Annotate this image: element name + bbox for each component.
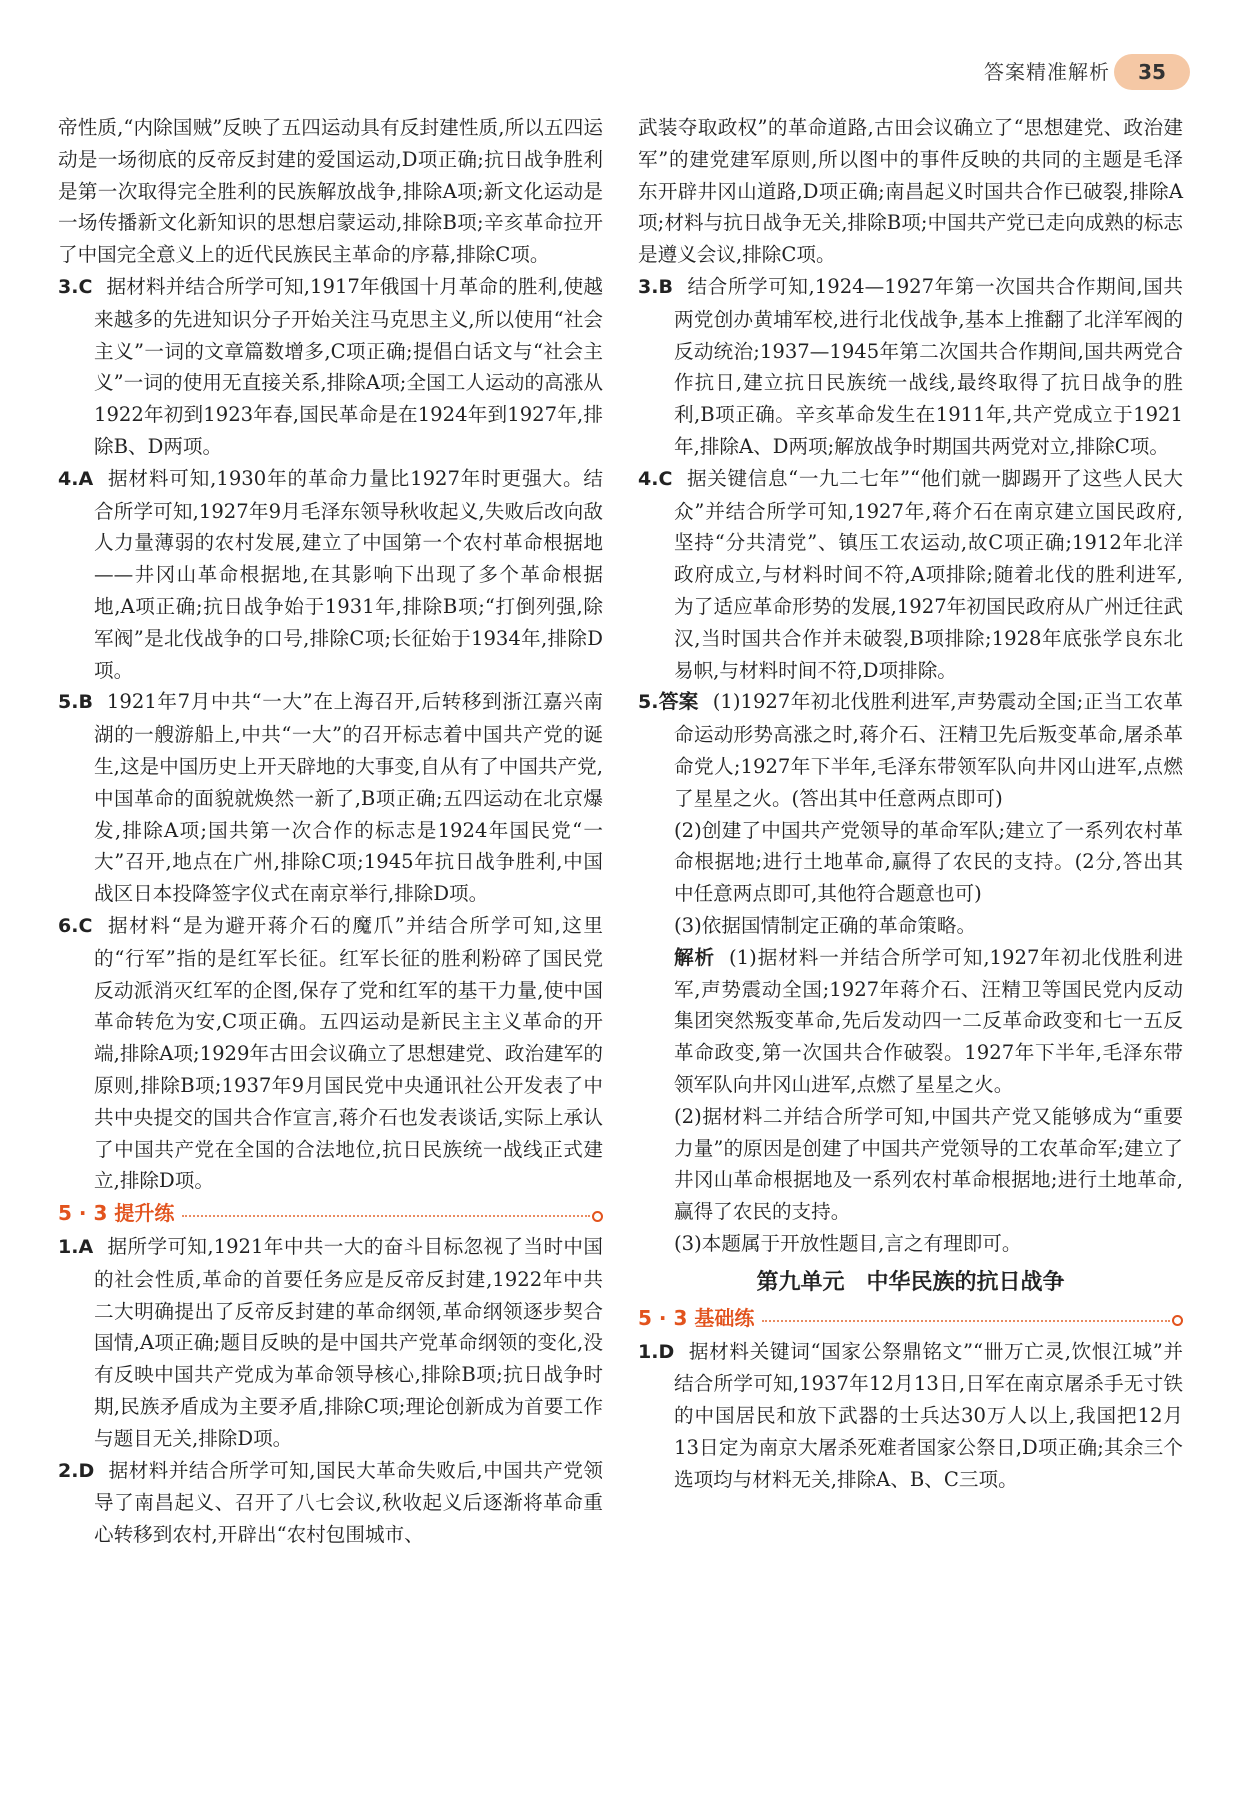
left-column [58,112,603,1551]
rule-end-circle [592,1211,603,1222]
answer-item [58,910,603,1197]
answer-item [58,271,603,463]
analysis-subpart: (2)据材料二并结合所学可知,中国共产党又能够成为“重要力量”的原因是创建了中国共产党领导的工农革命军;建立了井冈山革命根据地及一系列农村革命根据地;进行土地革命,赢得了农民的支持。 [674,1104,1183,1224]
answer-item [58,1231,603,1455]
answer-item [638,463,1183,687]
right-column [638,112,1183,1496]
header-title: 答案精准解析 [984,60,1110,84]
answer-number: 6.C [58,914,93,937]
answer-item [638,686,1183,814]
answer-number: 1.D [638,1340,675,1363]
answer-subpart: (3)依据国情制定正确的革命策略。 [674,913,977,937]
answer-text: 据材料“是为避开蒋介石的魔爪”并结合所学可知,这里的“行军”指的是红军长征。红军长征的胜利粉碎了国民党反动派消灭红军的企图,保存了党和红军的基干力量,使中国革命转危为安,C项正确。五四运动是新民主主义革命的开端,排除A项;1929年古田会议确立了思想建党、政治建军的原则,排除B项;1937年9月国民党中央通讯社公开发表了中共中央提交的国共合作宣言,蒋介石也发表谈话,实际上承认了中国共产党在全国的合法地位,抗日民族统一战线正式建立,排除D项。 [94,913,603,1193]
answer-number: 2.D [58,1459,95,1482]
answer-number: 4.C [638,467,673,490]
dotted-rule [182,1215,590,1217]
answer-subpart: (2)创建了中国共产党领导的革命军队;建立了一系列农村革命根据地;进行土地革命,赢得了农民的支持。(2分,答出其中任意两点即可,其他符合题意也可) [674,818,1183,906]
answer-text: 据材料可知,1930年的革命力量比1927年时更强大。结合所学可知,1927年9月毛泽东领导秋收起义,失败后改向敌人力量薄弱的农村发展,建立了中国第一个农村革命根据地——井冈山革命根据地,在其影响下出现了多个革命根据地,A项正确;抗日战争始于1931年,排除B项;“打倒列强,除军阀”是北伐战争的口号,排除C项;长征始于1934年,排除D项。 [94,466,603,682]
continued-paragraph: 武装夺取政权”的革命道路,古田会议确立了“思想建党、政治建军”的建党建军原则,所以图中的事件反映的共同的主题是毛泽东开辟井冈山道路,D项正确;南昌起义时国共合作已破裂,排除A项;材料与抗日战争无关,排除B项;中国共产党已走向成熟的标志是遵义会议,排除C项。 [638,116,1183,267]
page-number: 35 [1114,54,1190,90]
section-heading-basic [638,1304,1183,1334]
answer-text: 结合所学可知,1924—1927年第一次国共合作期间,国共两党创办黄埔军校,进行北伐战争,基本上推翻了北洋军阀的反动统治;1937—1945年第二次国共合作期间,国共两党合作抗日,建立抗日民族统一战线,最终取得了抗日战争的胜利,B项正确。辛亥革命发生在1911年,共产党成立于1921年,排除A、D两项;解放战争时期国共两党对立,排除C项。 [674,274,1183,458]
answer-text: 据所学可知,1921年中共一大的奋斗目标忽视了当时中国的社会性质,革命的首要任务应是反帝反封建,1922年中共二大明确提出了反帝反封建的革命纲领,革命纲领逐步契合国情,A项正确;题目反映的是中国共产党革命纲领的变化,没有反映中国共产党成为革命领导核心,排除B项;抗日战争时期,民族矛盾成为主要矛盾,排除C项;理论创新成为首要工作与题目无关,排除D项。 [94,1235,603,1450]
answer-number: 4.A [58,467,94,490]
page-header [0,52,1250,92]
answer-item [58,686,603,910]
section-label: 5 · 3 基础练 [638,1305,755,1330]
analysis-subpart: (3)本题属于开放性题目,言之有理即可。 [674,1231,1022,1255]
answer-number: 3.B [638,275,673,298]
answer-item [58,1455,603,1551]
answer-number: 1.A [58,1236,94,1259]
answer-item [58,463,603,687]
answer-number: 3.C [58,275,93,298]
answer-text: (1)1927年初北伐胜利进军,声势震动全国;正当工农革命运动形势高涨之时,蒋介石、汪精卫先后叛变革命,屠杀革命党人;1927年下半年,毛泽东带领军队向井冈山进军,点燃了星星之火。(答出其中任意两点即可) [674,690,1183,810]
answer-item [638,1336,1183,1496]
answer-number: 5. [638,691,659,714]
section-label: 5 · 3 提升练 [58,1201,175,1226]
analysis-label: 解析 [674,945,716,969]
answer-text: 据材料并结合所学可知,国民大革命失败后,中国共产党领导了南昌起义、召开了八七会议,秋收起义后逐渐将革命重心转移到农村,开辟出“农村包围城市、 [94,1458,603,1547]
answer-number: 5.B [58,691,93,714]
answer-label: 答案 [658,690,699,714]
unit-title: 第九单元 中华民族的抗日战争 [756,1269,1065,1295]
dotted-rule [762,1320,1170,1322]
answer-text: 据材料并结合所学可知,1917年俄国十月革命的胜利,使越来越多的先进知识分子开始关注马克思主义,所以使用“社会主义”一词的文章篇数增多,C项正确;提倡白话文与“社会主义”一词的使用无直接关系,排除A项;全国工人运动的高涨从1922年初到1923年春,国民革命是在1924年到1927年,排除B、D两项。 [94,274,603,458]
continued-paragraph: 帝性质,“内除国贼”反映了五四运动具有反封建性质,所以五四运动是一场彻底的反帝反封建的爱国运动,D项正确;抗日战争胜利是第一次取得完全胜利的民族解放战争,排除A项;新文化运动是一场传播新文化新知识的思想启蒙运动,排除B项;辛亥革命拉开了中国完全意义上的近代民族民主革命的序幕,排除C项。 [58,116,603,267]
analysis-paragraph [638,942,1183,1101]
answer-item [638,271,1183,463]
answer-text: 据材料关键词“国家公祭鼎铭文”“卌万亡灵,饮恨江城”并结合所学可知,1937年12月13日,日军在南京屠杀手无寸铁的中国居民和放下武器的士兵达30万人以上,我国把12月13日定为南京大屠杀死难者国家公祭日,D项正确;其余三个选项均与材料无关,排除A、B、C三项。 [674,1339,1183,1491]
rule-end-circle [1172,1315,1183,1326]
analysis-text: (1)据材料一并结合所学可知,1927年初北伐胜利进军,声势震动全国;1927年蒋介石、汪精卫等国民党内反动集团突然叛变革命,先后发动四一二反革命政变和七一五反革命政变,第一次国共合作破裂。1927年下半年,毛泽东带领军队向井冈山进军,点燃了星星之火。 [674,945,1183,1096]
answer-text: 据关键信息“一九二七年”“他们就一脚踢开了这些人民大众”并结合所学可知,1927年,蒋介石在南京建立国民政府,坚持“分共清党”、镇压工农运动,故C项正确;1912年北洋政府成立,与材料时间不符,A项排除;随着北伐的胜利进军,为了适应革命形势的发展,1927年初国民政府从广州迁往武汉,当时国共合作并未破裂,B项排除;1928年底张学良东北易帜,与材料时间不符,D项排除。 [674,466,1183,682]
section-heading-improve [58,1199,603,1229]
answer-text: 1921年7月中共“一大”在上海召开,后转移到浙江嘉兴南湖的一艘游船上,中共“一大”的召开标志着中国共产党的诞生,这是中国历史上开天辟地的大事变,自从有了中国共产党,中国革命的面貌就焕然一新了,B项正确;五四运动在北京爆发,排除A项;国共第一次合作的标志是1924年国民党“一大”召开,地点在广州,排除C项;1945年抗日战争胜利,中国战区日本投降签字仪式在南京举行,排除D项。 [94,690,603,906]
